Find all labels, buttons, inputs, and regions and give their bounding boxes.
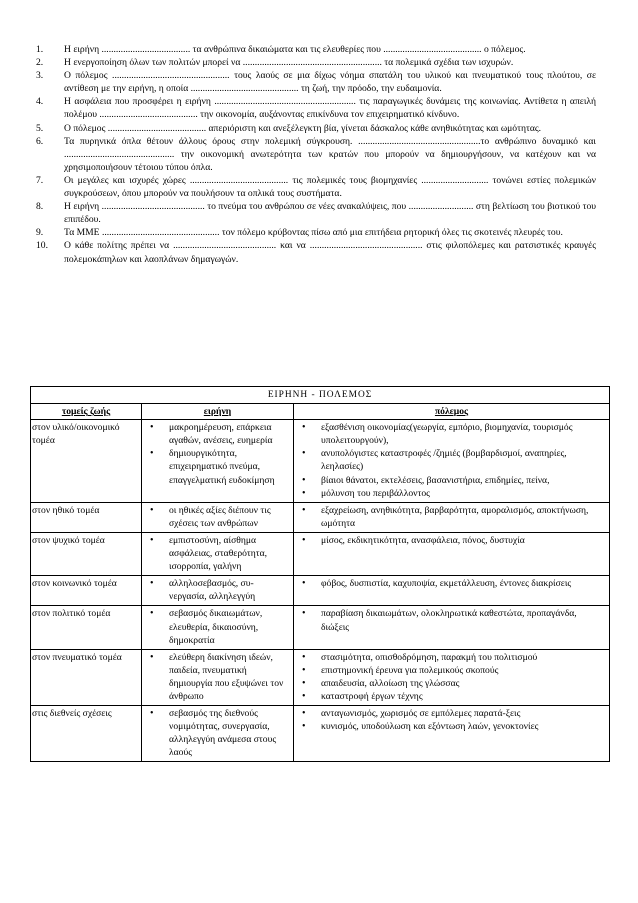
table-row [31,502,610,532]
war-cell [294,420,610,503]
bullet-item: • μακροημέρευση, επάρκεια αγαθών, ανέσεις, ευημερία [145,421,290,447]
bullet-item: • εξασθένιση οικονομίας(γεωργία, εμπόριο, βιομηχανία, τουρισμός υπολειτουργούν), [297,421,606,447]
exercise-item [36,56,596,69]
bullet-item: • βίαιοι θάνατοι, εκτελέσεις, βασανιστήρια, επιδημίες, πείνα, [297,474,606,487]
exercise-item [36,226,596,239]
table-row [31,606,610,649]
war-cell [294,532,610,575]
bullet-item: • παραβίαση δικαιωμάτων, ολοκληρωτικά καθεστώτα, προπαγάνδα, διώξεις [297,607,606,633]
column-header-war: πόλεμος [294,404,610,420]
peace-cell [142,706,294,762]
peace-bullet-list [145,421,290,486]
war-cell [294,576,610,606]
exercise-item [36,69,596,95]
war-bullet-list [297,607,606,633]
bullet-item: • σεβασμός της διεθνούς νομιμότητας, συνεργασία, αλληλεγγύη ανάμεσα στους λαούς [145,707,290,759]
peace-bullet-list [145,607,290,646]
exercise-number: 10. [36,240,48,252]
exercise-text: Η ειρήνη ..................................... τα ανθρώπινα δικαιώματα και τις ελευθερίες που ......................................... ο πόλεμος. [64,44,526,55]
exercise-text: Ο πόλεμος ......................................... απεριόριστη και ανεξέλεγκτη βία, γίνεται δάσκαλος κάθε ανηθικότητας και ωμότητας. [64,122,542,134]
exercise-text: Ο πόλεμος ................................................. τους λαούς σε μια δίχως νόημα σπατάλη του υλικού και πνευματικού τους πλούτου, σε αντίθεση με την ειρήνη, η οποία ............................................. τη ζωή, την πρόοδο, την ευδαιμονία. [64,70,596,95]
sector-cell: στις διεθνείς σχέσεις [31,706,142,762]
exercise-text: Η ειρήνη ........................................... το πνεύμα του ανθρώπου σε νέες ανακαλύψεις, που ........................... στη βελτίωση του βιοτικού του επιπέδου. [64,201,596,226]
bullet-item: • ελεύθερη διακίνηση ιδεών, παιδεία, πνευματική δημιουργία που εξυψώνει τον άνθρωπο [145,651,290,703]
peace-bullet-list [145,534,290,573]
exercise-number: 9. [36,227,44,239]
peace-war-table-container [30,386,610,762]
sector-cell: στον πολιτικό τομέα [31,606,142,649]
table-row [31,576,610,606]
bullet-item: • εμπιστοσύνη, αίσθημα ασφάλειας, σταθερότητα, ισορροπία, γαλήνη [145,534,290,573]
exercise-text: Η ενεργοποίηση όλων των πολιτών μπορεί να .......................................................... τα πολεμικά σχέδια των ισχυρών. [64,57,514,69]
sector-cell: στον πνευματικό τομέα [31,649,142,705]
table-row [31,532,610,575]
exercise-item [36,43,596,56]
exercise-number: 2. [36,57,44,69]
column-header-sectors: τομείς ζωής [31,404,142,420]
table-body [31,420,610,762]
table-title: ΕΙΡΗΝΗ - ΠΟΛΕΜΟΣ [31,387,610,404]
bullet-item: • οι ηθικές αξίες διέπουν τις σχέσεις των ανθρώπων [145,504,290,530]
war-cell [294,706,610,762]
bullet-item: • κυνισμός, υποδούλωση και εξόντωση λαών, γενοκτονίες [297,720,606,733]
exercise-number: 7. [36,174,44,186]
exercise-text: Οι μεγάλες και ισχυρές χώρες ......................................... τις πολεμικές τους βιομηχανίες ............................ τονώνει εστίες πολεμικών συγκρούσεων, όπου μπορούν να πουλήσουν τα οπλικά τους συστήματα. [64,174,596,200]
bullet-item: • αλληλοσεβασμός, συ-νεργασία, αλληλεγγύη [145,577,290,603]
peace-cell [142,420,294,503]
war-bullet-list [297,504,606,530]
peace-cell [142,576,294,606]
bullet-item: • σεβασμός δικαιωμάτων, ελευθερία, δικαιοσύνη, δημοκρατία [145,607,290,646]
bullet-item: • ανυπολόγιστες καταστροφές /ζημιές (βομβαρδισμοί, αναπηρίες, λεηλασίες) [297,447,606,473]
exercise-item [36,174,596,200]
peace-bullet-list [145,707,290,759]
exercise-number: 1. [36,44,44,55]
bullet-item: • δημιουργικότητα, επιχειρηματικό πνεύμα, επαγγελματική ευδοκίμηση [145,447,290,486]
column-header-peace: ειρήνη [142,404,294,420]
war-bullet-list [297,577,606,590]
war-cell [294,502,610,532]
peace-cell [142,502,294,532]
exercise-item [36,239,596,265]
exercise-text: Τα ΜΜΕ ................................................. τον πόλεμο κρύβοντας πίσω από μια επιτήδεια ρητορική όλες τις σκοτεινές πλευρές του. [64,227,563,239]
table-row [31,420,610,503]
bullet-item: • εξαχρείωση, ανηθικότητα, βαρβαρότητα, αμοραλισμός, αποκτήνωση, ωμότητα [297,504,606,530]
bullet-item: • απαιδευσία, αλλοίωση της γλώσσας [297,677,606,690]
peace-cell [142,649,294,705]
exercise-text: Τα πυρηνικά όπλα θέτουν άλλους όρους στην πολεμική σύγκρουση. ...................................................το ανθρώπινο δυναμικό και .............................................. την οικονομική ανωτερότητα των κρατών που μπορούν να δημιουργήσουν, να κατέχουν και να χρησιμοποιήσουν τέτοιου τύπου όπλα. [64,135,596,173]
table-row [31,649,610,705]
bullet-item: • φόβος, δυσπιστία, καχυποψία, εκμετάλλευση, έντονες διακρίσεις [297,577,606,590]
exercise-item [36,200,596,226]
peace-bullet-list [145,651,290,703]
peace-cell [142,532,294,575]
bullet-item: • μόλυνση του περιβάλλοντος [297,487,606,500]
war-cell [294,649,610,705]
sector-cell: στον ψυχικό τομέα [31,532,142,575]
exercise-text: Η ασφάλεια που προσφέρει η ειρήνη ........................................................... τις παραγωγικές δυνάμεις της κοινωνίας. Αντίθετα η απειλή πολέμου ......................................... την οικονομία, αυξάνοντας επικίνδυνα τον επιχειρηματικό κίνδυνο. [64,96,596,121]
war-bullet-list [297,534,606,547]
sector-cell: στον κοινωνικό τομέα [31,576,142,606]
exercise-item [36,135,596,174]
exercise-number: 8. [36,201,44,213]
table-row [31,706,610,762]
bullet-item: • στασιμότητα, οπισθοδρόμηση, παρακμή του πολιτισμού [297,651,606,664]
peace-bullet-list [145,577,290,603]
peace-bullet-list [145,504,290,530]
exercise-number: 4. [36,96,44,108]
war-cell [294,606,610,649]
exercise-number: 6. [36,135,44,147]
sector-cell: στον υλικό/οικονομικό τομέα [31,420,142,503]
bullet-item: • καταστροφή έργων τέχνης [297,690,606,703]
war-bullet-list [297,421,606,500]
bullet-item: • επιστημονική έρευνα για πολεμικούς σκοπούς [297,664,606,677]
sector-cell: στον ηθικό τομέα [31,502,142,532]
exercise-item [36,95,596,121]
exercise-number: 5. [36,122,44,134]
fill-in-exercise-list [36,43,596,266]
peace-war-table [30,386,610,762]
war-bullet-list [297,707,606,733]
exercise-item [36,122,596,135]
bullet-item: • ανταγωνισμός, χωρισμός σε εμπόλεμες παρατά-ξεις [297,707,606,720]
peace-cell [142,606,294,649]
exercise-text: Ο κάθε πολίτης πρέπει να ........................................... και να ............................................... στις φιλοπόλεμες και ρατσιστικές κραυγές πολεμοκάπηλων και λαοπλάνων δημαγωγών. [64,240,596,265]
exercise-number: 3. [36,70,44,82]
bullet-item: • μίσος, εκδικητικότητα, ανασφάλεια, πόνος, δυστυχία [297,534,606,547]
war-bullet-list [297,651,606,703]
